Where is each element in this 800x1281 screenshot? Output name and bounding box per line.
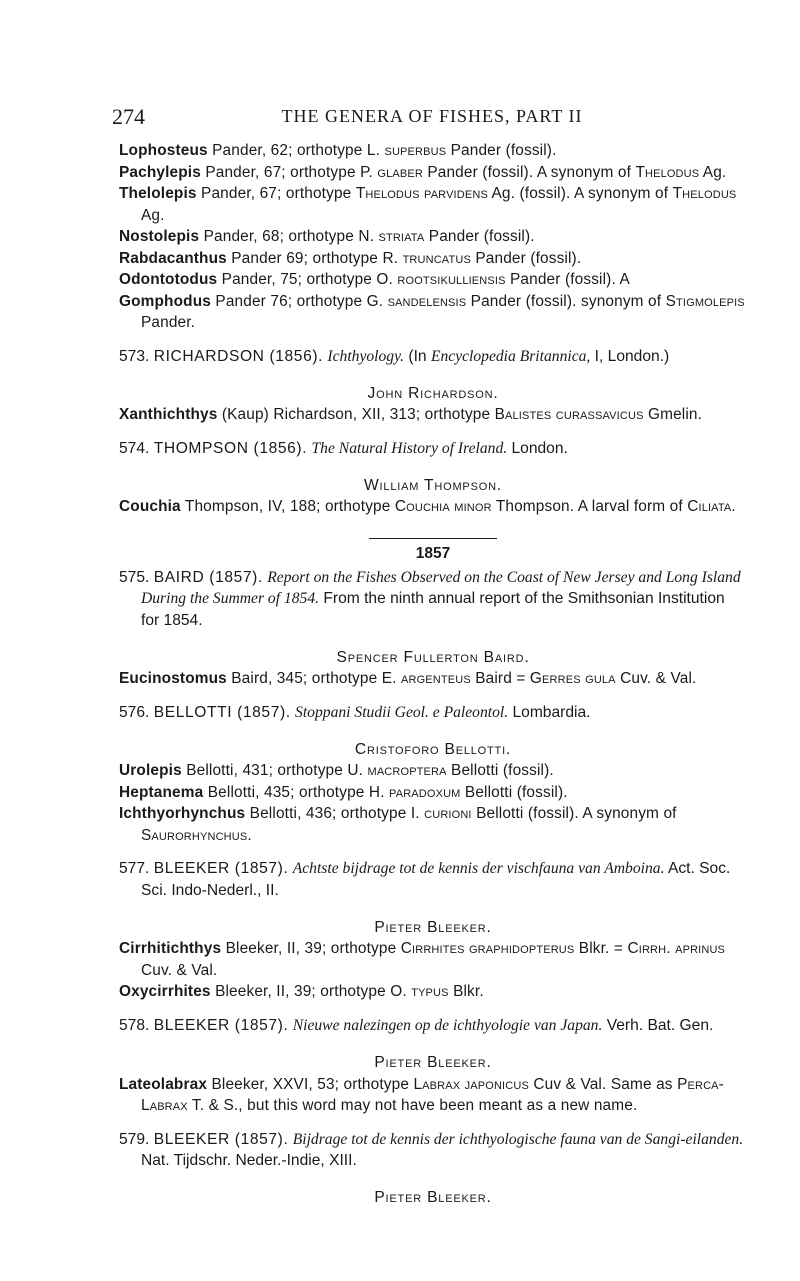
- genus-entry-heptanema: Heptanema Bellotti, 435; orthotype H. paradoxum Bellotti (fossil).: [119, 783, 568, 801]
- author-byline: John Richardson.: [367, 384, 499, 402]
- author-byline: Spencer Fullerton Baird.: [336, 648, 530, 666]
- genus-entry-xanthichthys: Xanthichthys (Kaup) Richardson, XII, 313; orthotype Balistes curassavicus Gmelin.: [119, 406, 703, 424]
- year-heading: [119, 538, 747, 563]
- reference-578: 578. BLEEKER (1857). Nieuwe nalezingen op de ichthyologie van Japan. Verh. Bat. Gen.: [119, 1016, 714, 1034]
- genus-entry-ichthyorhynchus: Ichthyorhynchus Bellotti, 436; orthotype I. curioni Bellotti (fossil). A synonym of Saurorhynchus.: [119, 805, 677, 844]
- genus-entry-couchia: Couchia Thompson, IV, 188; orthotype Couchia minor Thompson. A larval form of Ciliata.: [119, 498, 736, 516]
- reference-576: 576. BELLOTTI (1857). Stoppani Studii Geol. e Paleontol. Lombardia.: [119, 703, 591, 721]
- reference-574: 574. THOMPSON (1856). The Natural History of Ireland. London.: [119, 439, 568, 457]
- author-byline: Cristoforo Bellotti.: [354, 740, 512, 758]
- genus-entry-thelolepis: Thelolepis Pander, 67; orthotype Thelodus parvidens Ag. (fossil). A synonym of Thelodus Ag.: [119, 185, 737, 224]
- running-head: THE GENERA OF FISHES, PART II: [281, 106, 583, 126]
- genus-entry-rabdacanthus: Rabdacanthus Pander 69; orthotype R. truncatus Pander (fossil).: [119, 249, 582, 267]
- genus-entry-nostolepis: Nostolepis Pander, 68; orthotype N. striata Pander (fossil).: [119, 228, 535, 245]
- reference-575: 575. BAIRD (1857). Report on the Fishes Observed on the Coast of New Jersey and Long Island During the Summer of 1854. From the ninth annual report of the Smithsonian Institution for 1854.: [119, 568, 741, 629]
- genus-entry-cirrhitichthys: Cirrhitichthys Bleeker, II, 39; orthotype Cirrhites graphidopterus Blkr. = Cirrh. aprinus Cuv. & Val.: [119, 940, 726, 979]
- page-body: [119, 140, 747, 1209]
- genus-entry-gomphodus: Gomphodus Pander 76; orthotype G. sandelensis Pander (fossil). synonym of Stigmolepis Pander.: [119, 292, 745, 331]
- genus-entry-oxycirrhites: Oxycirrhites Bleeker, II, 39; orthotype O. typus Blkr.: [119, 983, 484, 1001]
- year-label: 1857: [415, 544, 451, 562]
- genus-entry-odontotodus: Odontotodus Pander, 75; orthotype O. rootsikulliensis Pander (fossil). A: [119, 271, 630, 288]
- page-number: 274: [112, 104, 145, 129]
- reference-577: 577. BLEEKER (1857). Achtste bijdrage tot de kennis der vischfauna van Amboina. Act. Soc. Sci. Indo-Nederl., II.: [119, 860, 731, 899]
- page-header: [112, 104, 752, 132]
- genus-entry-urolepis: Urolepis Bellotti, 431; orthotype U. macroptera Bellotti (fossil).: [119, 762, 554, 780]
- reference-579: 579. BLEEKER (1857). Bijdrage tot de kennis der ichthyologische fauna van de Sangi-eilanden. Nat. Tijdschr. Neder.-Indie, XIII.: [119, 1130, 744, 1170]
- author-byline: William Thompson.: [364, 476, 502, 494]
- genus-entry-eucinostomus: Eucinostomus Baird, 345; orthotype E. argenteus Baird = Gerres gula Cuv. & Val.: [119, 670, 697, 688]
- genus-entry-lophosteus: Lophosteus Pander, 62; orthotype L. superbus Pander (fossil).: [119, 142, 557, 159]
- author-byline: Pieter Bleeker.: [374, 918, 492, 936]
- year-divider: [369, 538, 497, 539]
- reference-573: 573. RICHARDSON (1856). Ichthyology. (In Encyclopedia Britannica, I, London.): [119, 347, 670, 365]
- genus-entry-pachylepis: Pachylepis Pander, 67; orthotype P. glaber Pander (fossil). A synonym of Thelodus Ag.: [119, 163, 727, 181]
- genus-entry-lateolabrax: Lateolabrax Bleeker, XXVI, 53; orthotype Labrax japonicus Cuv & Val. Same as Perca-Labrax T. & S., but this word may not have been meant as a new name.: [119, 1075, 724, 1115]
- author-byline: Pieter Bleeker.: [374, 1054, 492, 1072]
- author-byline: Pieter Bleeker.: [374, 1189, 492, 1207]
